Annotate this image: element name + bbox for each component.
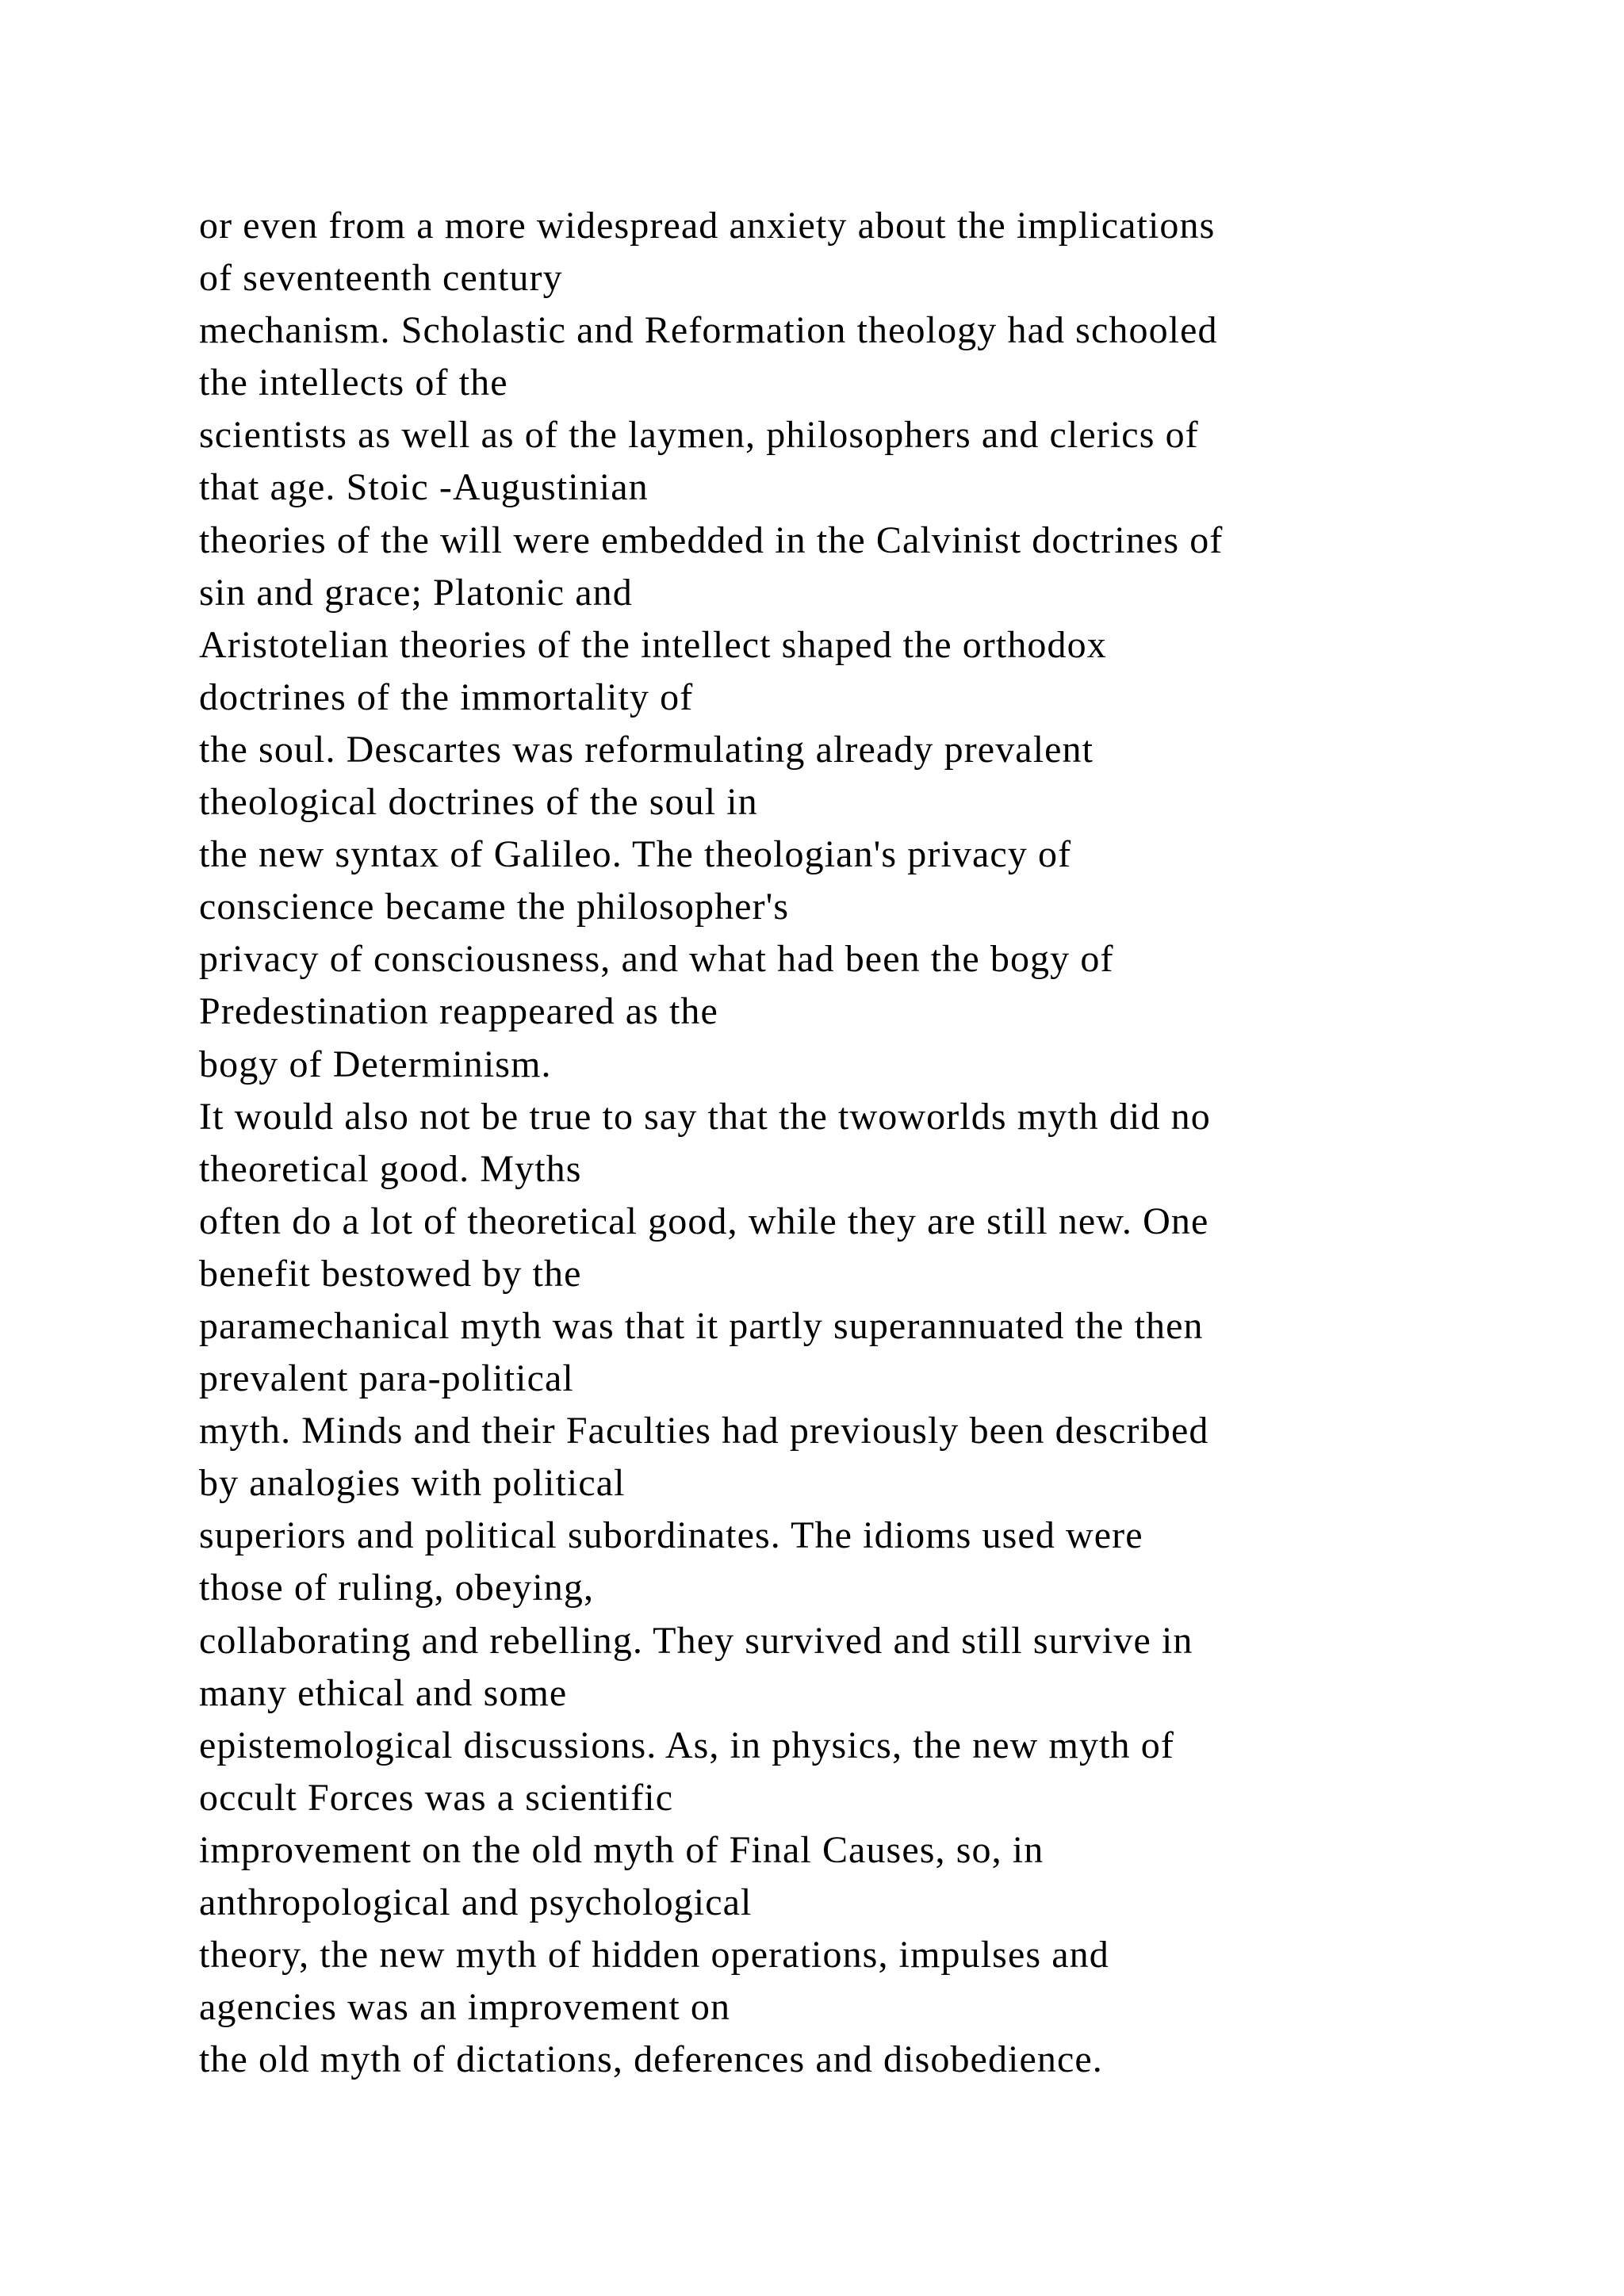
text-line: occult Forces was a scientific [199,1776,674,1819]
text-line: those of ruling, obeying, [199,1567,595,1609]
text-line: agencies was an improvement on [199,1986,731,2029]
text-line: conscience became the philosopher's [199,886,790,928]
text-line: the intellects of the [199,362,508,404]
text-line: theological doctrines of the soul in [199,781,758,824]
text-line: by analogies with political [199,1462,626,1505]
text-line: mechanism. Scholastic and Reformation theology had schooled [199,309,1218,352]
text-line: myth. Minds and their Faculties had previously been described [199,1410,1209,1452]
text-line: anthropological and psychological [199,1881,753,1923]
text-line: of seventeenth century [199,257,563,300]
text-line: many ethical and some [199,1671,568,1714]
text-line: sin and grace; Platonic and [199,571,633,614]
text-line: the old myth of dictations, deferences and disobedience. [199,2038,1103,2081]
text-line: paramechanical myth was that it partly superannuated the then [199,1304,1204,1347]
text-line: improvement on the old myth of Final Causes, so, in [199,1828,1044,1871]
text-line: doctrines of the immortality of [199,675,694,718]
text-line: the new syntax of Galileo. The theologian's privacy of [199,833,1072,876]
body-text [199,200,1618,2086]
text-line: that age. Stoic -Augustinian [199,466,649,509]
text-line: prevalent para-political [199,1357,574,1400]
text-line: benefit bestowed by the [199,1252,582,1295]
text-line: superiors and political subordinates. The idioms used were [199,1514,1143,1557]
text-line: theories of the will were embedded in the Calvinist doctrines of [199,519,1224,561]
text-line: or even from a more widespread anxiety about the implications [199,205,1216,247]
text-line: Aristotelian theories of the intellect shaped the orthodox [199,623,1107,666]
text-line: privacy of consciousness, and what had been the bogy of [199,938,1114,981]
text-line: theory, the new myth of hidden operations, impulses and [199,1934,1109,1976]
text-line: scientists as well as of the laymen, philosophers and clerics of [199,414,1199,457]
text-line: bogy of Determinism. [199,1043,552,1085]
text-line: often do a lot of theoretical good, while they are still new. One [199,1200,1209,1242]
text-line: It would also not be true to say that the twoworlds myth did no [199,1095,1211,1138]
text-line: collaborating and rebelling. They survived and still survive in [199,1619,1193,1662]
text-line: epistemological discussions. As, in physics, the new myth of [199,1724,1174,1766]
text-line: theoretical good. Myths [199,1147,582,1190]
text-line: Predestination reappeared as the [199,990,718,1033]
text-line: the soul. Descartes was reformulating already prevalent [199,728,1094,771]
